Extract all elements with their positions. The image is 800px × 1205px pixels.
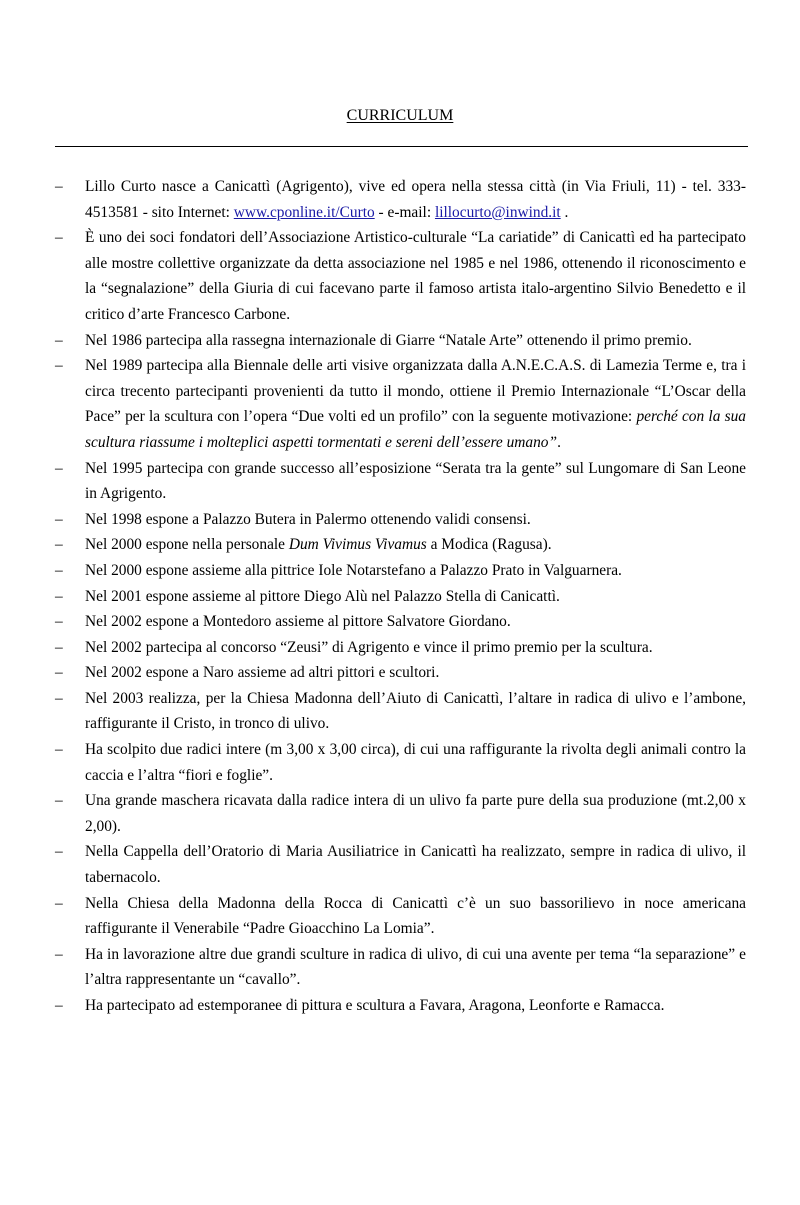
list-item-estemporanee (55, 993, 746, 1019)
bullet-dash: – (55, 689, 63, 707)
bullet-dash: – (55, 613, 63, 631)
list-item-2003 (55, 686, 746, 737)
bullet-dash: – (55, 510, 63, 528)
list-item-tabernacolo (55, 839, 746, 890)
list-item-lavorazione (55, 942, 746, 993)
email-link[interactable]: lillocurto@inwind.it (434, 203, 561, 221)
item-text: Ha partecipato ad estemporanee di pittura e scultura a Favara, Aragona, Leonforte e Ramacca. (85, 997, 665, 1014)
bullet-dash: – (55, 331, 63, 349)
item-text: Nel 2003 realizza, per la Chiesa Madonna dell’Aiuto di Canicattì, l’altare in radica di ulivo e l’ambone, raffigurante il Cristo, in tronco di ulivo. (85, 689, 746, 733)
list-item-2002-naro (55, 660, 746, 686)
bullet-dash: – (55, 945, 63, 963)
item-text: - e-mail: (374, 203, 435, 221)
list-item-2002-zeusi (55, 635, 746, 661)
item-text: Nel 2000 espone nella personale (85, 536, 289, 554)
list-item-1989 (55, 353, 746, 455)
bullet-dash: – (55, 894, 63, 912)
item-text: Nel 1986 partecipa alla rassegna internazionale di Giarre “Natale Arte” ottenendo il primo premio. (85, 331, 692, 349)
list-item-1986 (55, 328, 746, 354)
item-text: Nel 1995 partecipa con grande successo all’esposizione “Serata tra la gente” sul Lungomare di San Leone in Agrigento. (85, 459, 746, 503)
item-text: Lillo Curto nasce a Canicattì (Agrigento), vive ed opera nella stessa città (in Via Friuli, 11) - tel. 333-4513581 - sito Internet: (85, 178, 746, 221)
item-text: . (560, 203, 569, 221)
item-text: È uno dei soci fondatori dell’Associazione Artistico-culturale “La cariatide” di Canicattì ed ha partecipato alle mostre collettive organizzate da detta associazione nel 1985 e nel 1986, ottenendo il riconoscimento e la “segnalazione” della Giuria di cui facevano parte il famoso artista italo-argentino Silvio Benedetto e il critico d’arte Francesco Carbone. (85, 229, 746, 323)
bullet-dash: – (55, 638, 63, 656)
list-item-1995 (55, 456, 746, 507)
bullet-dash: – (55, 843, 63, 861)
title-divider (55, 146, 748, 147)
italic-exhibition-title: Dum Vivimus Vivamus (288, 536, 427, 554)
list-item-2000-valguarnera (55, 558, 746, 584)
bullet-dash: – (55, 792, 63, 810)
list-item-2001 (55, 584, 746, 610)
item-text: Nel 2002 espone a Naro assieme ad altri pittori e scultori. (85, 664, 440, 682)
list-item-1998 (55, 507, 746, 533)
list-item-radici (55, 737, 746, 788)
item-text: Nel 2002 espone a Montedoro assieme al pittore Salvatore Giordano. (85, 613, 511, 631)
page-title: CURRICULUM (346, 107, 454, 124)
item-text: Nel 1989 partecipa alla Biennale delle arti visive organizzata dalla A.N.E.C.A.S. di Lamezia Terme e, tra i circa trecento partecipanti provenienti da tutto il mondo, ottiene il Premio Internazionale “L’Oscar della Pace” per la scultura con l’opera “Due volti ed un profilo” con la seguente motivazione: (85, 357, 746, 426)
item-text: Nel 2001 espone assieme al pittore Diego Alù nel Palazzo Stella di Canicattì. (85, 587, 560, 605)
bullet-dash: – (55, 741, 63, 759)
item-text: Nel 1998 espone a Palazzo Butera in Palermo ottenendo validi consensi. (85, 510, 531, 528)
item-text: Una grande maschera ricavata dalla radice intera di un ulivo fa parte pure della sua produzione (mt.2,00 x 2,00). (85, 792, 746, 835)
bullet-dash: – (55, 561, 63, 579)
bullet-dash: – (55, 664, 63, 682)
website-link[interactable]: www.cponline.it/Curto (233, 203, 375, 221)
list-item-maschera (55, 788, 746, 839)
curriculum-list (0, 174, 800, 1019)
list-item-cariatide (55, 225, 746, 327)
item-text: Ha in lavorazione altre due grandi sculture in radica di ulivo, di cui una avente per tema “la separazione” e l’altra rappresentante un “cavallo”. (85, 945, 746, 989)
list-item-birth (55, 174, 746, 225)
item-text: Nella Chiesa della Madonna della Rocca di Canicattì c’è un suo bassorilievo in noce americana raffigurante il Venerabile “Padre Gioacchino La Lomia”. (85, 894, 746, 938)
italic-motivation: perché con la sua scultura riassume i molteplici aspetti tormentati e sereni dell’essere umano” (85, 408, 746, 451)
item-text: Nella Cappella dell’Oratorio di Maria Ausiliatrice in Canicattì ha realizzato, sempre in radica di ulivo, il tabernacolo. (85, 843, 746, 887)
bullet-dash: – (55, 536, 63, 554)
bullet-dash: – (55, 229, 63, 247)
bullet-dash: – (55, 459, 63, 477)
list-item-2002-montedoro (55, 609, 746, 635)
bullet-dash: – (55, 587, 63, 605)
bullet-dash: – (55, 357, 63, 375)
list-item-bassorilievo (55, 891, 746, 942)
item-text: Ha scolpito due radici intere (m 3,00 x 3,00 circa), di cui una raffigurante la rivolta degli animali contro la caccia e l’altra “fiori e foglie”. (85, 741, 746, 784)
list-item-2000-modica (55, 532, 746, 558)
item-text: a Modica (Ragusa). (426, 536, 552, 554)
bullet-dash: – (55, 997, 63, 1014)
item-text: Nel 2000 espone assieme alla pittrice Iole Notarstefano a Palazzo Prato in Valguarnera. (85, 561, 622, 579)
bullet-dash: – (55, 178, 63, 195)
item-text: . (557, 433, 561, 451)
item-text: Nel 2002 partecipa al concorso “Zeusi” di Agrigento e vince il primo premio per la scultura. (85, 638, 653, 656)
